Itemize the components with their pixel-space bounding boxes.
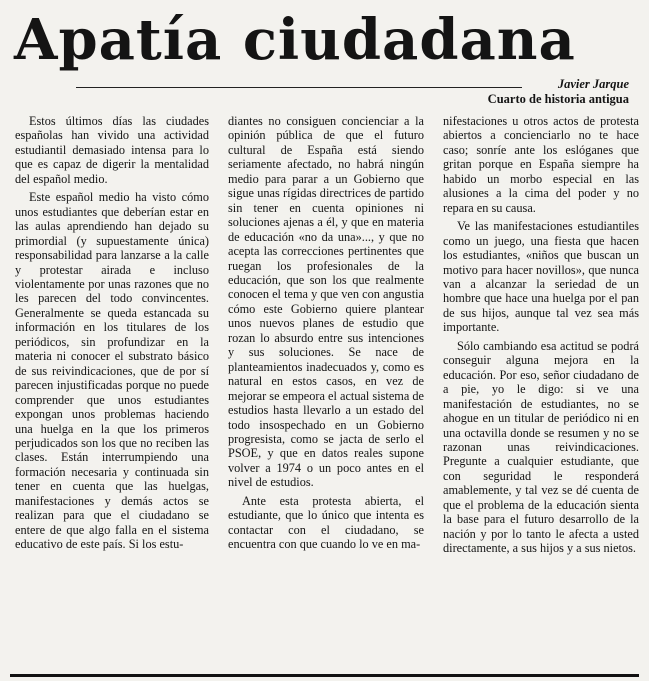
paragraph: Este español medio ha visto cómo unos estudiantes que deberían estar en las aulas aprendiendo han dejado su primordial (y supuestamente única) responsabilidad para lanzarse a la calle y protestar airada e incluso violentamente por unas razones que no les parecen del todo convincentes. Generalmente se queda estancada su información en los titulares de los periódicos, sin profundizar en la materia ni conocer el substrato básico de sus reivindicaciones, que de por sí parecen injustificadas porque no puede comprender que unos estudiantes expongan unos problemas haciendo una huelga en la que los primeros perjudicados son los que no reciben las clases. Están interrumpiendo una formación necesaria y continuada sin tener en cuenta que las huelgas, manifestaciones y demás actos se realizan para que el ciudadano se entere de que algo falla en el sistema educativo de este país. Si los estu-	[15, 190, 209, 552]
article-title: Apatía ciudadana	[14, 7, 576, 73]
paragraph: Sólo cambiando esa actitud se podrá conseguir alguna mejora en la educación. Por eso, señor ciudadano de a pie, yo le digo: si ve una manifestación de estudiantes, no se ahogue en un titular de periódico ni en una octavilla donde se resumen y no se razonan unas reivindicaciones. Pregunte a cualquier estudiante, que con seguridad le responderá amablemente, y tal vez se dé cuenta de que el problema de la educación sienta la base para el futuro desarrollo de la nación y por lo tanto le afecta a usted directamente, a sus hijos y a sus nietos.	[443, 338, 639, 556]
paragraph: Ve las manifestaciones estudiantiles como un juego, una fiesta que hacen los estudiantes, «niños que buscan un motivo para hacer novillos», que nunca van a alcanzar la seriedad de un hombre que hace una huelga por el pan de sus hijos, aunque tal vez sea más importante.	[443, 219, 639, 335]
author-role: Cuarto de historia antigua	[487, 92, 629, 106]
paragraph: Ante esta protesta abierta, el estudiante, que lo único que intenta es contactar con el ciudadano, se encuentra con que cuando lo ve en ma-	[228, 493, 424, 552]
article-body	[15, 114, 639, 556]
byline-rule	[76, 87, 522, 88]
author-name: Javier Jarque	[557, 77, 629, 91]
bottom-rule	[10, 674, 639, 677]
column-3	[443, 114, 639, 556]
paragraph: Estos últimos días las ciudades españolas han vivido una actividad estudiantil demasiado intensa para lo que es capaz de digerir la mentalidad del español medio.	[15, 114, 209, 186]
column-1	[15, 114, 209, 556]
paragraph: nifestaciones u otros actos de protesta abiertos a concienciarlo no te hace caso; sonríe ante los eslóganes que gritan porque en España siempre ha habido un morbo especial en las alusiones a la cima del poder y no repara en su causa.	[443, 114, 639, 215]
column-2	[228, 114, 424, 556]
paragraph: diantes no consiguen concienciar a la opinión pública de que el futuro cultural de España está siendo seriamente afectado, no habrá ningún medio para parar a un Gobierno que sigue unas rígidas directrices de partido sin tener en cuenta opiniones ni soluciones ajenas a él, y que en materia de educación «no da una»..., y que no acepta las correcciones pertinentes que ruegan los profesionales de la educación, que son los que realmente conocen el tema y que ven con angustia cómo este Gobierno quiere plantear unos nuevos planes de estudio que rozan lo absurdo entre sus intenciones y sus soluciones. Se nace de planteamientos inadecuados y, como es natural en estos casos, en vez de mejorar se empeora el actual sistema de estudios hasta llevarlo a un estado del todo insospechado en un Gobierno progresista, como se jacta de serlo el PSOE, y que en datos reales supone volver a 1974 o un poco antes en el nivel de estudios.	[228, 114, 424, 490]
byline	[488, 77, 629, 107]
